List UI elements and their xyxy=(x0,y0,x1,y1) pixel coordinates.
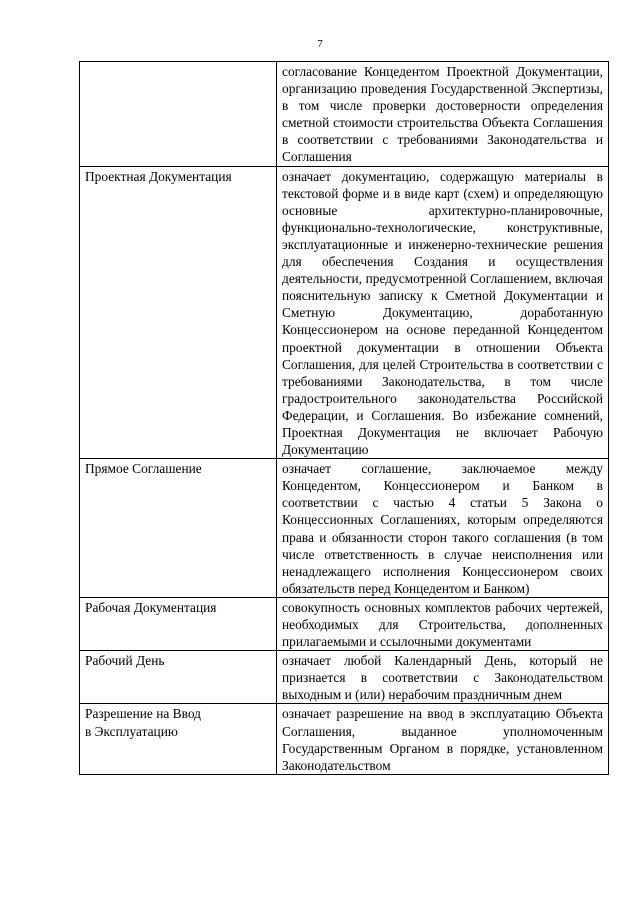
term-cell xyxy=(80,704,277,774)
page-number: 7 xyxy=(317,38,323,50)
term-cell xyxy=(80,62,277,167)
term-cell: Проектная Документация xyxy=(80,166,277,459)
term-cell: Рабочая Документация xyxy=(80,597,277,650)
table-row xyxy=(80,459,609,598)
table-row xyxy=(80,651,609,704)
table-row xyxy=(80,704,609,774)
term-cell: Прямое Соглашение xyxy=(80,459,277,598)
table-row xyxy=(80,597,609,650)
definition-cell: означает соглашение, заключаемое между Концедентом, Концессионером и Банком в соответствии с частью 4 статьи 5 Закона о Концессионных Соглашениях, которым определяются права и обязанности сторон такого соглашения (в том числе ответственность в случае неисполнения или ненадлежащего исполнения Концессионером своих обязательств перед Концедентом и Банком) xyxy=(277,459,609,598)
table-row xyxy=(80,62,609,167)
definition-cell: означает разрешение на ввод в эксплуатацию Объекта Соглашения, выданное уполномоченным Государственным Органом в порядке, установленном Законодательством xyxy=(277,704,609,774)
definition-cell: означает любой Календарный День, который не признается в соответствии с Законодательством выходным и (или) нерабочим праздничным днем xyxy=(277,651,609,704)
definition-cell: согласование Концедентом Проектной Документации, организацию проведения Государственной Экспертизы, в том числе проверки достоверности определения сметной стоимости строительства Объекта Соглашения в соответствии с требованиями Законодательства и Соглашения xyxy=(277,62,609,167)
definitions-table xyxy=(79,61,609,775)
term-line: в Эксплуатацию xyxy=(85,723,178,739)
definition-cell: означает документацию, содержащую материалы в текстовой форме и в виде карт (схем) и определяющую основные архитектурно-планировочные, функционально-технологические, конструктивные, эксплуатационные и инженерно-технические решения для обеспечения Создания и осуществления деятельности, предусмотренной Соглашением, включая пояснительную записку к Сметной Документации и Сметную Документацию, доработанную Концессионером на основе переданной Концедентом проектной документации в отношении Объекта Соглашения, для целей Строительства в соответствии с требованиями Законодательства, в том числе градостроительного законодательства Российской Федерации, и Соглашения. Во избежание сомнений, Проектная Документация не включает Рабочую Документацию xyxy=(277,166,609,459)
term-cell: Рабочий День xyxy=(80,651,277,704)
table-row xyxy=(80,166,609,459)
definition-cell: совокупность основных комплектов рабочих чертежей, необходимых для Строительства, дополненных прилагаемыми и ссылочными документами xyxy=(277,597,609,650)
term-line: Разрешение на Ввод xyxy=(85,706,201,722)
